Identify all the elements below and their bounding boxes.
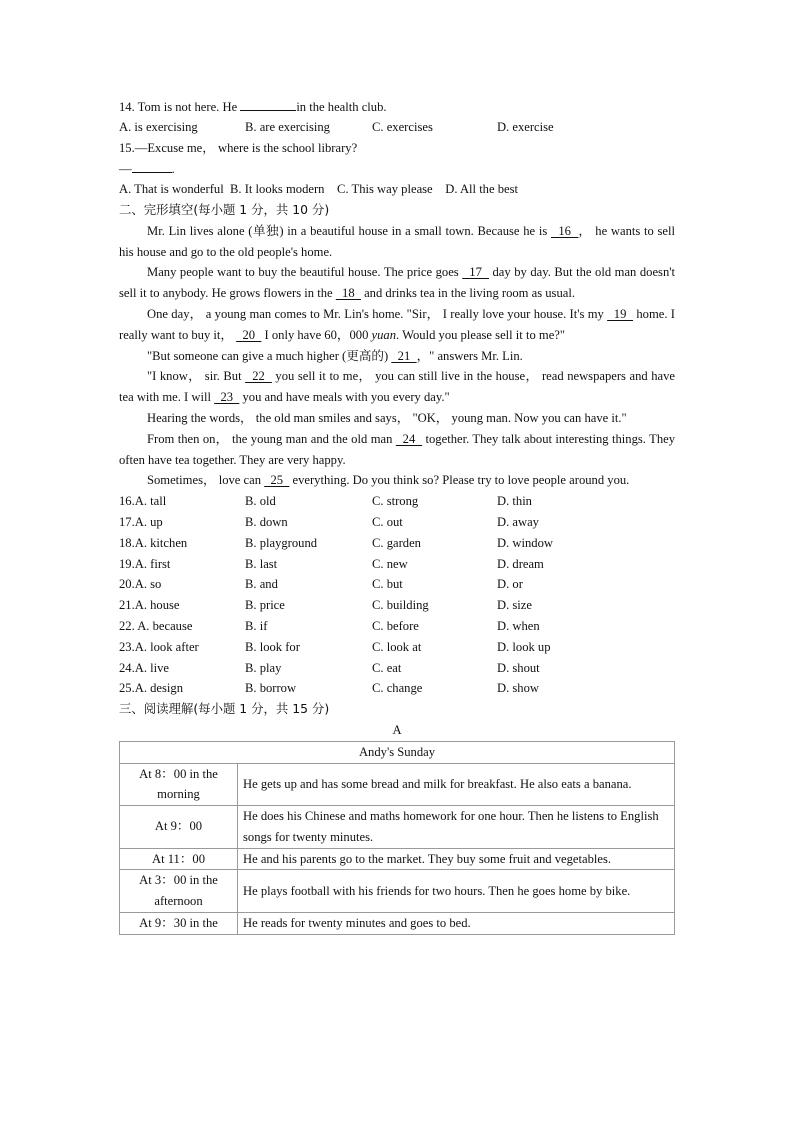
q14-option-d: D. exercise: [497, 119, 554, 134]
option-c: C. building: [372, 598, 429, 613]
option-a: 22. A. because: [119, 618, 193, 633]
table-row: [120, 913, 675, 935]
option-a: 16.A. tall: [119, 494, 167, 509]
p5-text-a: "I know， sir. But: [147, 369, 246, 384]
exam-page: [119, 96, 675, 935]
q15-option-d: D. All the best: [445, 182, 519, 197]
table-header-row: [120, 741, 675, 763]
p4-text-a: "But someone can give a much higher (更高的): [147, 348, 392, 363]
option-c: C. eat: [372, 660, 402, 675]
option-c: C. garden: [372, 535, 421, 550]
table-title: Andy's Sunday: [120, 741, 675, 763]
option-c: C. but: [372, 577, 403, 592]
p1-text-a: Mr. Lin lives alone (单独) in a beautiful house in a small town. Because he is: [147, 223, 551, 238]
options-24: [119, 658, 675, 679]
q14-option-b: B. are exercising: [245, 119, 330, 134]
p3-yuan: yuan: [371, 327, 397, 342]
cloze-paragraph-2: [119, 262, 675, 304]
option-b: B. last: [245, 556, 278, 571]
p7-text-a: From then on， the young man and the old man: [147, 431, 396, 446]
p3-text-a: One day， a young man comes to Mr. Lin's home. "Sir， I really love your house. It's my: [147, 306, 608, 321]
option-d: D. show: [497, 681, 539, 696]
q15-period: .: [171, 162, 175, 177]
option-a: 17.A. up: [119, 514, 163, 529]
option-a: 21.A. house: [119, 598, 180, 613]
table-row: [120, 870, 675, 913]
options-22: [119, 616, 675, 637]
time-cell: At 9：30 in the: [120, 913, 238, 935]
p5-text-b: you sell it to me， you can still live in the house， read newspapers and have tea with me. I will: [119, 369, 675, 405]
table-row: [120, 848, 675, 870]
option-a: 24.A. live: [119, 660, 170, 675]
option-d: D. when: [497, 618, 540, 633]
cloze-paragraph-6: Hearing the words， the old man smiles and says， "OK， young man. Now you can have it.": [147, 410, 627, 425]
option-d: D. or: [497, 577, 523, 592]
cloze-paragraph-8: [119, 470, 675, 491]
option-d: D. shout: [497, 660, 540, 675]
p7-text-b: together. They talk about interesting things. They often have tea together. They are very happy.: [119, 431, 676, 467]
q15-dash: —: [119, 162, 132, 177]
cloze-paragraph-7: [119, 429, 675, 471]
option-b: B. down: [245, 514, 288, 529]
option-d: D. dream: [497, 556, 544, 571]
activity-cell: He plays football with his friends for two hours. Then he goes home by bike.: [238, 870, 675, 913]
option-d: D. away: [497, 514, 539, 529]
option-a: 19.A. first: [119, 556, 171, 571]
option-c: C. change: [372, 681, 423, 696]
option-b: B. old: [245, 494, 276, 509]
q15-option-b: B. It looks modern: [230, 182, 325, 197]
p3-text-b: home. I really want to buy it，: [119, 306, 675, 342]
option-d: D. thin: [497, 494, 532, 509]
q14-option-c: C. exercises: [372, 119, 433, 134]
options-21: [119, 595, 675, 616]
cloze-paragraph-1: [119, 221, 675, 263]
option-c: C. before: [372, 618, 419, 633]
option-a: 23.A. look after: [119, 639, 199, 654]
blank-20: 20: [236, 327, 262, 342]
option-b: B. borrow: [245, 681, 297, 696]
activity-cell: He gets up and has some bread and milk for breakfast. He also eats a banana.: [238, 763, 675, 806]
cloze-options: [119, 491, 675, 699]
time-cell: At 8：00 in the morning: [120, 763, 238, 806]
table-row: [120, 763, 675, 806]
q14-options: [119, 117, 675, 138]
table-row: [120, 806, 675, 849]
blank-18: 18: [335, 286, 361, 301]
option-b: B. if: [245, 618, 268, 633]
q15-answer-line: [119, 158, 675, 179]
time-cell: At 9：00: [120, 806, 238, 849]
section-2-heading: 二、完形填空(每小题 1 分，共 10 分): [119, 201, 330, 217]
q15-option-c: C. This way please: [337, 182, 433, 197]
q14-option-a: A. is exercising: [119, 119, 198, 134]
p2-text-a: Many people want to buy the beautiful house. The price goes: [147, 265, 463, 280]
options-17: [119, 512, 675, 533]
q14-blank: [240, 96, 296, 111]
blank-16: 16: [550, 223, 579, 238]
blank-22: 22: [245, 369, 272, 384]
p2-text-b: day by day. But the old man doesn't sell it to anybody. He grows flowers in the: [119, 265, 676, 301]
question-15: 15.—Excuse me， where is the school library?: [119, 140, 358, 155]
time-cell: At 11：00: [120, 848, 238, 870]
options-16: [119, 491, 675, 512]
p5-text-c: you and have meals with you every day.": [239, 390, 450, 405]
blank-23: 23: [214, 390, 240, 405]
q15-blank: [132, 158, 172, 173]
cloze-paragraph-3: [119, 304, 675, 346]
options-18: [119, 533, 675, 554]
blank-24: 24: [395, 431, 423, 446]
blank-17: 17: [462, 265, 489, 280]
p8-text-a: Sometimes， love can: [147, 473, 265, 488]
cloze-paragraph-4: [119, 346, 675, 367]
question-14: [119, 96, 675, 117]
option-c: C. new: [372, 556, 408, 571]
activity-cell: He does his Chinese and maths homework for one hour. Then he listens to English songs for twenty minutes.: [238, 806, 675, 849]
options-19: [119, 554, 675, 575]
option-b: B. look for: [245, 639, 300, 654]
p1-text-b: ， he wants to sell his house and go to the old people's home.: [119, 223, 675, 259]
q15-options: [119, 179, 675, 200]
activity-cell: He and his parents go to the market. They buy some fruit and vegetables.: [238, 848, 675, 870]
option-a: 18.A. kitchen: [119, 535, 188, 550]
option-d: D. look up: [497, 639, 551, 654]
passage-label: A: [392, 722, 402, 737]
cloze-paragraph-5: [119, 366, 675, 408]
option-b: B. play: [245, 660, 282, 675]
option-c: C. out: [372, 514, 403, 529]
option-a: 20.A. so: [119, 577, 162, 592]
options-25: [119, 678, 675, 699]
blank-21: 21: [391, 348, 417, 363]
q14-stem-start: 14. Tom is not here. He: [119, 100, 241, 114]
p4-text-b: ，" answers Mr. Lin.: [416, 348, 523, 363]
schedule-table: [119, 741, 675, 935]
q15-option-a: A. That is wonderful: [119, 182, 224, 197]
p2-text-c: and drinks tea in the living room as usual.: [360, 286, 575, 301]
option-d: D. size: [497, 598, 532, 613]
activity-cell: He reads for twenty minutes and goes to bed.: [238, 913, 675, 935]
option-c: C. strong: [372, 494, 419, 509]
option-b: B. price: [245, 598, 285, 613]
q14-stem-end: in the health club.: [296, 100, 387, 114]
section-3-heading: 三、阅读理解(每小题 1 分，共 15 分): [119, 701, 330, 717]
p8-text-b: everything. Do you think so? Please try to love people around you.: [289, 473, 630, 488]
option-c: C. look at: [372, 639, 422, 654]
option-a: 25.A. design: [119, 681, 184, 696]
p3-text-c: I only have 60，000: [261, 327, 372, 342]
options-23: [119, 637, 675, 658]
blank-19: 19: [607, 306, 634, 321]
p3-text-d: . Would you please sell it to me?": [396, 327, 566, 342]
time-cell: At 3：00 in the afternoon: [120, 870, 238, 913]
option-b: B. and: [245, 577, 278, 592]
option-b: B. playground: [245, 535, 318, 550]
blank-25: 25: [264, 473, 290, 488]
option-d: D. window: [497, 535, 553, 550]
options-20: [119, 574, 675, 595]
